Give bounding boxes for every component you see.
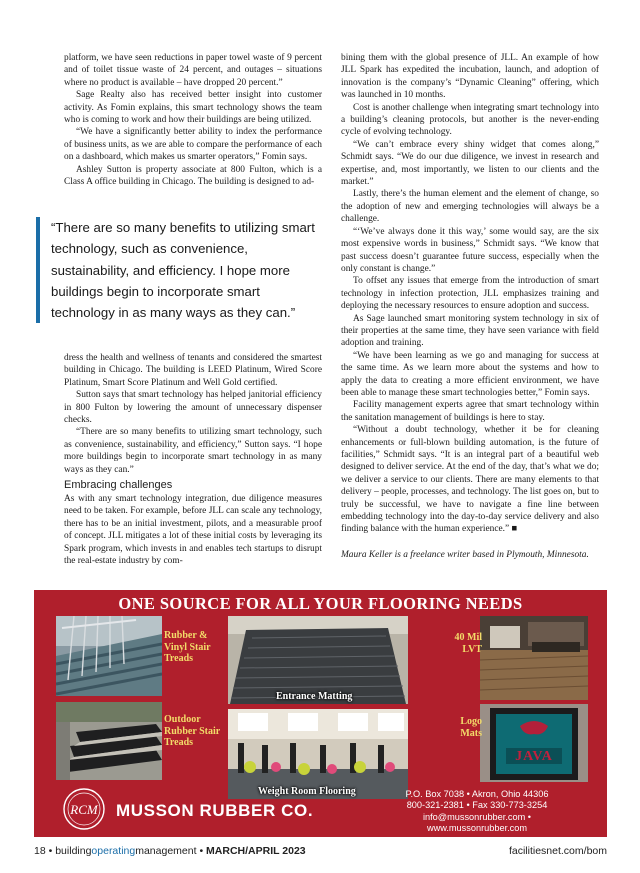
paragraph: platform, we have seen reductions in paper towel waste of 9 percent and of toilet tissue waste of 24 percent, and outages – situations where no product is available – have dropped 20 percent.” bbox=[64, 53, 322, 88]
paragraph: “We have been learning as we go and managing for success at the same time. As we learn more about the systems and how to apply the data to creating a more efficient environment, we have been able to manage these smart technologies better,” Fomin says. bbox=[341, 350, 599, 398]
paragraph: “‘We’ve always done it this way,’ some would say, are the six most expensive words in business,” Schmidt says. “We know that past success doesn’t guarantee future success, especially when the only constant is change.” bbox=[341, 226, 599, 274]
paragraph: bining them with the global presence of JLL. An example of how JLL Spark has expedited the incubation, launch, and adoption of innovation is the company’s “Dynamic Cleaning” offering, which was launched in 10 months. bbox=[341, 53, 599, 101]
contact-web[interactable]: info@mussonrubber.com • www.mussonrubber.com bbox=[422, 811, 532, 834]
paragraph: “We have a significantly better ability to index the performance of business units, as we are able to compare the performance of each on a dashboard, which makes us smarter operators,” Fomin says. bbox=[64, 127, 322, 163]
lvt-photo bbox=[480, 616, 588, 700]
mat-logo-text: JAVA bbox=[515, 749, 553, 764]
ad-company-footer bbox=[62, 783, 579, 833]
paragraph: Sage Realty also has received better insight into customer activity. As Fomin explains, this smart technology shows the team who is coming to work and how their buildings are being utilized. bbox=[64, 90, 322, 126]
paragraph: “There are so many benefits to utilizing smart technology, such as convenience, sustainability, and efficiency,” Sutton says. “I hope more buildings begin to incorporate smart technology in as many ways as they can.” bbox=[64, 427, 322, 475]
footer-bullet: • bbox=[48, 845, 53, 857]
footer-url[interactable]: facilitiesnet.com/bom bbox=[508, 845, 607, 857]
contact-address: P.O. Box 7038 • Akron, Ohio 44306 bbox=[405, 789, 549, 799]
label-rubber-vinyl: Rubber & Vinyl Stair Treads bbox=[164, 630, 211, 664]
label-outdoor-treads: Outdoor Rubber Stair Treads bbox=[164, 714, 221, 748]
footer-folio bbox=[34, 845, 306, 857]
company-contact bbox=[372, 789, 582, 835]
stair-treads-photo bbox=[56, 616, 162, 696]
article-column-right bbox=[341, 52, 599, 561]
paragraph: dress the health and wellness of tenants and considered the smartest building in Chicago. The building is LEED Platinum, Wired Score Platinum, Smart Score Platinum and Well Gold certified. bbox=[64, 353, 322, 388]
section-subhead: Embracing challenges bbox=[64, 479, 173, 492]
flooring-advertisement[interactable] bbox=[34, 590, 607, 837]
magazine-name: buildingoperatingmanagement bbox=[55, 845, 197, 857]
issue-date: MARCH/APRIL 2023 bbox=[206, 845, 306, 857]
logo-mat-photo bbox=[480, 704, 588, 782]
company-logo bbox=[62, 787, 106, 831]
logo-monogram: RCM bbox=[70, 802, 98, 817]
paragraph: Cost is another challenge when integrating smart technology into a building’s cleaning protocols, but another is the never-ending cycle of evolving technology. bbox=[341, 102, 599, 138]
paragraph: Ashley Sutton is property associate at 800 Fulton, which is a Class A office building in Chicago. The building is designed to ad- bbox=[64, 164, 322, 188]
paragraph: “We can’t embrace every shiny widget that comes along,” Schmidt says. “We do our due diligence, we invest in research and expertise, and, most importantly, we listen to our clients and the market.” bbox=[341, 139, 599, 188]
outdoor-stair-treads-photo bbox=[56, 702, 162, 780]
paragraph: As Sage launched smart monitoring system technology in six of their properties at the same time, they have seen variance with field adoption and training. bbox=[341, 313, 599, 349]
footer-bullet: • bbox=[199, 845, 204, 857]
paragraph: As with any smart technology integration, due diligence measures need to be taken. For example, before JLL can scale any technology, there has to be an initial investment, pilots, and a measurable proof of concept. JLL mitigates a lot of these initial costs by leveraging its Spark program, which invests in and enables tech startups to disrupt the real-estate industry by com- bbox=[64, 494, 322, 567]
pull-quote: “There are so many benefits to utilizing smart technology, such as convenience, sustainability, and efficiency. I hope more buildings begin to incorporate smart technology in as many ways as they can.” bbox=[36, 217, 324, 323]
paragraph: Facility management experts agree that smart technology within the sanitation management of buildings is here to stay. bbox=[341, 400, 599, 423]
caption-entrance-matting: Entrance Matting bbox=[276, 691, 353, 702]
paragraph: Lastly, there’s the human element and the element of change, so the adoption of new and emerging technologies will always be a challenge. bbox=[341, 189, 599, 225]
author-byline: Maura Keller is a freelance writer based in Plymouth, Minnesota. bbox=[341, 549, 589, 560]
paragraph: To offset any issues that emerge from the introduction of smart technology in infection protection, JLL emphasizes training and deploying the necessary resources to ensure adoption and success. bbox=[341, 276, 599, 312]
contact-phone: 800-321-2381 • Fax 330-773-3254 bbox=[406, 800, 548, 811]
ad-headline: ONE SOURCE FOR ALL YOUR FLOORING NEEDS bbox=[118, 594, 523, 613]
company-name: MUSSON RUBBER CO. bbox=[116, 801, 314, 820]
label-lvt: 40 Mil LVT bbox=[454, 632, 482, 655]
paragraph: Sutton says that smart technology has helped janitorial efficiency in 800 Fulton by lowering the amount of unnecessary dispenser checks. bbox=[64, 390, 322, 426]
article-column-left-top bbox=[64, 52, 322, 188]
label-logo-mats: Logo Mats bbox=[460, 716, 482, 739]
caption-weight-room: Weight Room Flooring bbox=[258, 786, 356, 797]
article-column-left-bottom bbox=[64, 352, 322, 568]
paragraph: “Without a doubt technology, whether it be for cleaning enhancements or full-blown building automation, is the future of facilities,” Schmidt says. “It is an integral part of a beautiful web designed to deliver service. At the end of the day, that’s what we do; we deliver a service to our clients. There are many elements to that delivery – people, processes, and technology. The list goes on, but to truly be successful, we have to navigate a fine line between embedding technology into the day-to-day service delivery and also finding balance with the human experience.” ■ bbox=[341, 425, 599, 535]
page-number: 18 bbox=[34, 845, 46, 857]
